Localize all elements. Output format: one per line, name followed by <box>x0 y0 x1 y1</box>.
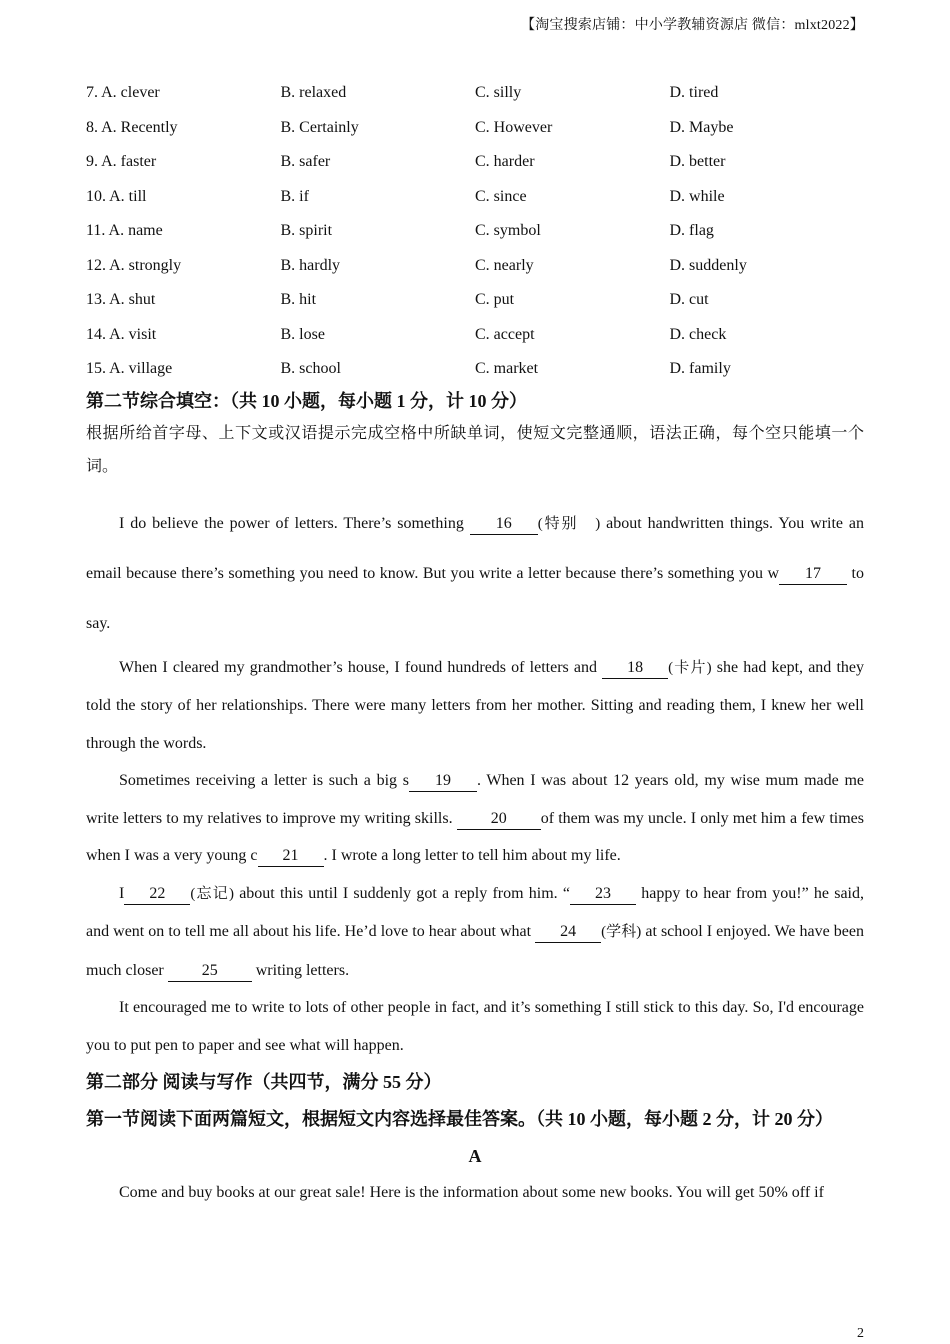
passage-a-paragraph: Come and buy books at our great sale! Here is the information about some new books. You will get 50% off if <box>119 1184 824 1201</box>
option-d: D. check <box>669 325 727 343</box>
hint-18: (卡片) <box>668 659 712 676</box>
option-b: B. if <box>280 187 309 205</box>
option-a: 10. A. till <box>86 187 147 205</box>
option-c: C. put <box>475 291 515 309</box>
option-row <box>86 249 864 284</box>
hint-16: (特别 ) <box>537 515 601 532</box>
option-c: C. symbol <box>475 222 541 240</box>
option-c: C. market <box>475 360 539 378</box>
blank-25[interactable]: 25 <box>168 961 252 982</box>
option-d: D. cut <box>669 291 709 309</box>
option-b: B. hit <box>280 291 317 309</box>
hint-22: (忘记) <box>190 885 234 902</box>
option-b: B. spirit <box>280 222 333 240</box>
option-a: 7. A. clever <box>86 84 160 102</box>
option-d: D. tired <box>669 84 719 102</box>
option-c: C. harder <box>475 153 535 171</box>
option-d: D. family <box>669 360 731 378</box>
option-row <box>86 318 864 353</box>
option-d: D. flag <box>669 222 714 240</box>
option-a: 14. A. visit <box>86 325 157 343</box>
option-row <box>86 352 864 387</box>
option-a: 15. A. village <box>86 360 173 378</box>
option-b: B. lose <box>280 325 325 343</box>
blank-18[interactable]: 18 <box>602 658 668 679</box>
option-a: 11. A. name <box>86 222 163 240</box>
option-b: B. school <box>280 360 341 378</box>
option-a: 12. A. strongly <box>86 256 182 274</box>
option-row <box>86 214 864 249</box>
blank-16[interactable]: 16 <box>470 514 538 535</box>
option-a: 8. A. Recently <box>86 118 178 136</box>
page-header: 【淘宝搜索店铺：中小学教辅资源店 微信：mlxt2022】 <box>521 18 864 33</box>
option-b: B. Certainly <box>280 118 359 136</box>
blank-24[interactable]: 24 <box>535 922 601 943</box>
blank-21[interactable]: 21 <box>258 846 324 867</box>
option-c: C. accept <box>475 325 535 343</box>
passage-a-label: A <box>468 1146 482 1166</box>
option-b: B. safer <box>280 153 331 171</box>
option-d: D. Maybe <box>669 118 734 136</box>
option-d: D. while <box>669 187 725 205</box>
option-row <box>86 111 864 146</box>
option-row <box>86 145 864 180</box>
part2-title: 第二部分 阅读与写作（共四节，满分 55 分） <box>86 1072 442 1092</box>
option-row <box>86 76 864 111</box>
option-c: C. However <box>475 118 553 136</box>
blank-23[interactable]: 23 <box>570 884 636 905</box>
passage-paragraph-1: I do believe the power of letters. There’s something 16 (特别 ) about handwritten things. You write an email because there’s something you need to know. But you write a letter because there’s something you w 17 to say. <box>86 514 865 632</box>
option-c: C. nearly <box>475 256 534 274</box>
option-d: D. suddenly <box>669 256 747 274</box>
option-row <box>86 283 864 318</box>
section2-instruction: 根据所给首字母、上下文或汉语提示完成空格中所缺单词，使短文完整通顺，语法正确，每个空只能填一个词。 <box>86 424 864 475</box>
blank-20[interactable]: 20 <box>457 809 541 830</box>
option-d: D. better <box>669 153 726 171</box>
passage-paragraph-5: It encouraged me to write to lots of other people in fact, and it’s something I still stick to this day. So, I'd encourage you to put pen to paper and see what will happen. <box>86 999 864 1054</box>
option-a: 13. A. shut <box>86 291 156 309</box>
page-number: 2 <box>857 1326 864 1341</box>
option-row <box>86 180 864 215</box>
blank-17[interactable]: 17 <box>779 564 847 585</box>
page-content <box>86 76 864 1212</box>
option-c: C. since <box>475 187 527 205</box>
passage-paragraph-4: I 22 (忘记) about this until I suddenly got a reply from him. “ 23 happy to hear from you!” he said, and went on to tell me all about his life. He’d love to hear about what 24 (学科) at school I enjoyed. We have been much closer 25 writing letters. <box>86 875 864 990</box>
blank-19[interactable]: 19 <box>409 771 477 792</box>
section2-title: 第二节综合填空：（共 10 小题，每小题 1 分，计 10 分） <box>86 390 527 411</box>
part2-section1-title: 第一节阅读下面两篇短文，根据短文内容选择最佳答案。（共 10 小题，每小题 2 分，计 20 分） <box>86 1109 833 1129</box>
option-b: B. hardly <box>280 256 341 274</box>
hint-24: (学科) <box>601 924 642 940</box>
option-b: B. relaxed <box>280 84 347 102</box>
options-table <box>86 76 864 387</box>
passage-paragraph-2: When I cleared my grandmother’s house, I found hundreds of letters and 18 (卡片) she had kept, and they told the story of her relationships. There were many letters from her mother. Sitting and reading them, I knew her well through the words. <box>86 658 864 752</box>
blank-22[interactable]: 22 <box>124 884 190 905</box>
option-c: C. silly <box>475 84 522 102</box>
option-a: 9. A. faster <box>86 153 157 171</box>
passage-paragraph-3: Sometimes receiving a letter is such a big s 19 . When I was about 12 years old, my wise mum made me write letters to my relatives to improve my writing skills. 20 of them was my uncle. I only met him a few times when I was a very young c 21 . I wrote a long letter to tell him about my life. <box>86 762 864 875</box>
